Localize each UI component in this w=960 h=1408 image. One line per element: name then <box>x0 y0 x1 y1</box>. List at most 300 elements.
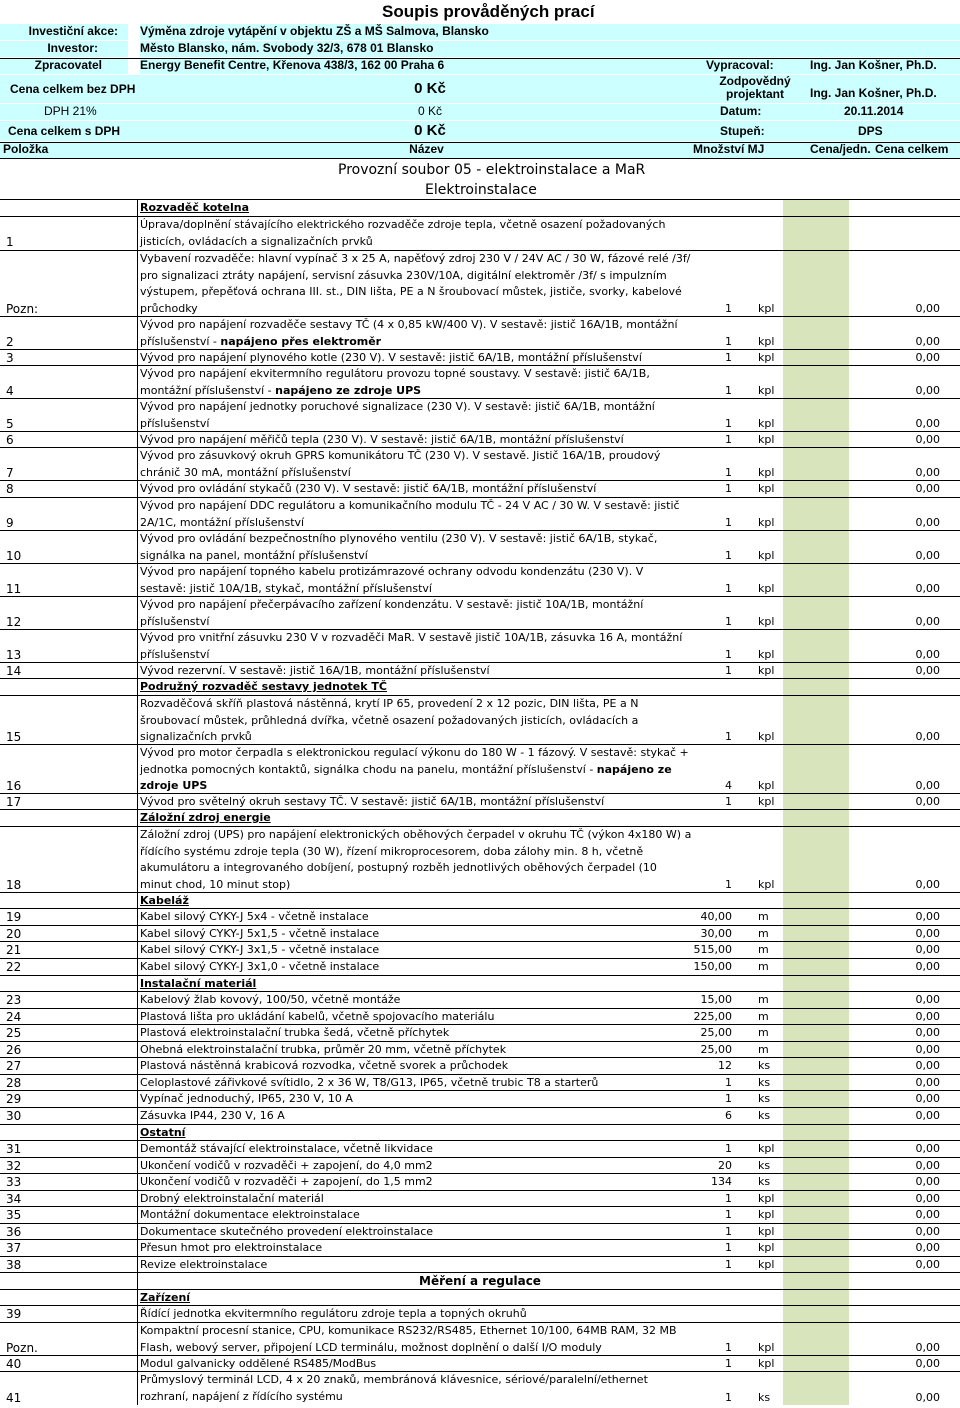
category-row <box>0 1289 960 1305</box>
item-number: 28 <box>6 1076 22 1090</box>
item-description: Podružný rozvaděč sestavy jednotek TČ <box>140 680 387 693</box>
item-description: Vypínač jednoduchý, IP65, 230 V, 10 A <box>140 1092 353 1105</box>
item-description: Vývod pro napájení topného kabelu protizámrazové ochrany odvodu kondenzátu (230 V). V sestavě: jistič 10A/1B, stykač, montážní příslušenství <box>140 565 644 595</box>
table-row <box>0 1256 960 1272</box>
category-row <box>0 809 960 825</box>
table-row <box>0 1355 960 1371</box>
item-total: 0,00 <box>915 1258 940 1271</box>
item-unit: ks <box>758 1059 771 1072</box>
item-unit: kpl <box>758 1208 775 1221</box>
item-unit: kpl <box>758 351 775 364</box>
item-unit: kpl <box>758 1357 775 1370</box>
table-row <box>0 563 960 596</box>
date-value: 20.11.2014 <box>810 104 960 120</box>
item-number: 3 <box>6 351 14 365</box>
item-description: Rozvaděčová skříň plastová nástěnná, krytí IP 65, provedení 2 x 12 pozic, DIN lišta, PE a N šroubovací můstek, průhledná dvířka, včetně osazení požadovaných jisticích, ovládacích a signalizačních prvků <box>140 697 639 743</box>
table-row <box>0 1057 960 1073</box>
item-unit: kpl <box>758 664 775 677</box>
table-row <box>0 629 960 662</box>
item-total: 0,00 <box>915 549 940 562</box>
item-description: Ohebná elektroinstalační trubka, průměr 20 mm, včetně příchytek <box>140 1043 507 1056</box>
price-total-label: Cena celkem s DPH <box>0 121 140 141</box>
item-description: Kabel silový CYKY-J 5x1,5 - včetně instalace <box>140 927 380 940</box>
item-total: 0,00 <box>915 1043 940 1056</box>
item-number: 40 <box>6 1357 22 1371</box>
item-description: Přesun hmot pro elektroinstalace <box>140 1241 323 1254</box>
item-number: 15 <box>6 730 22 744</box>
item-unit: m <box>758 927 769 940</box>
item-number: 34 <box>6 1192 22 1206</box>
item-description: Celoplastové zářivkové svítidlo, 2 x 36 W, T8/G13, IP65, včetně trubic T8 a starterů <box>140 1076 599 1089</box>
col-item: Položka <box>0 142 140 158</box>
item-number: 12 <box>6 615 22 629</box>
table-row <box>0 941 960 957</box>
item-total: 0,00 <box>915 1341 940 1354</box>
item-number: 5 <box>6 417 14 431</box>
item-description: Vývod pro motor čerpadla s elektronickou regulací výkonu do 180 W - 1 fázový. V sestavě: stykač + jednotka pomocných kontaktů, signálka chodu na panelu, montážní příslušenství - napájeno ze zdroje UPS <box>140 746 689 792</box>
category-row <box>0 199 960 215</box>
item-number: 16 <box>6 779 22 793</box>
item-total: 0,00 <box>915 1357 940 1370</box>
item-total: 0,00 <box>915 417 940 430</box>
table-row <box>0 1140 960 1156</box>
item-quantity: 1 <box>725 1341 732 1354</box>
item-unit: kpl <box>758 1258 775 1271</box>
category-row <box>0 678 960 694</box>
item-number: 6 <box>6 433 14 447</box>
section-title: Provozní soubor 05 - elektroinstalace a MaR <box>338 162 646 178</box>
item-total: 0,00 <box>915 1225 940 1238</box>
page-title: Soupis provåděných prací <box>382 2 595 21</box>
investor-label: Investor: <box>0 41 128 57</box>
item-quantity: 1 <box>725 1357 732 1370</box>
table-row <box>0 480 960 496</box>
item-number: 4 <box>6 384 14 398</box>
table-row <box>0 1206 960 1222</box>
table-row <box>0 1074 960 1090</box>
item-total: 0,00 <box>915 960 940 973</box>
item-total: 0,00 <box>915 648 940 661</box>
item-number: 39 <box>6 1307 22 1321</box>
price-wo-vat-value: 0 Kč <box>140 75 700 103</box>
item-description: Vývod rezervní. V sestavě: jistič 16A/1B, montážní příslušenství <box>140 664 490 677</box>
item-description: Revize elektroinstalace <box>140 1258 268 1271</box>
item-unit: kpl <box>758 302 775 315</box>
item-unit: kpl <box>758 1241 775 1254</box>
item-number: 31 <box>6 1142 22 1156</box>
item-number: 30 <box>6 1109 22 1123</box>
item-number: 17 <box>6 795 22 809</box>
item-number: 18 <box>6 878 22 892</box>
table-row <box>0 398 960 431</box>
item-number: 23 <box>6 993 22 1007</box>
item-unit: m <box>758 1043 769 1056</box>
table-row <box>0 1239 960 1255</box>
item-number: Pozn. <box>6 1341 38 1355</box>
column-divider <box>137 199 138 1405</box>
table-row <box>0 1223 960 1239</box>
item-description: Vývod pro ovládání stykačů (230 V). V sestavě: jistič 6A/1B, montážní příslušenství <box>140 482 597 495</box>
item-total: 0,00 <box>915 1142 940 1155</box>
table-row <box>0 908 960 924</box>
table-row <box>0 1371 960 1405</box>
table-row <box>0 216 960 249</box>
item-number: 1 <box>6 235 14 249</box>
item-description: Zásuvka IP44, 230 V, 16 A <box>140 1109 285 1122</box>
item-description: Vývod pro napájení rozvaděče sestavy TČ (4 x 0,85 kW/400 V). V sestavě: jistič 16A/1B, montážní příslušenství - napájeno přes elektroměr <box>140 318 678 348</box>
item-quantity: 30,00 <box>700 927 732 940</box>
item-unit: kpl <box>758 878 775 891</box>
table-row <box>0 1322 960 1355</box>
item-total: 0,00 <box>915 1391 940 1404</box>
item-quantity: 1 <box>725 1225 732 1238</box>
item-total: 0,00 <box>915 516 940 529</box>
item-number: 7 <box>6 466 14 480</box>
table-row <box>0 365 960 398</box>
item-quantity: 225,00 <box>693 1010 732 1023</box>
table-row <box>0 958 960 974</box>
item-description: Vývod pro napájení DDC regulátoru a komunikačního modulu TČ - 24 V AC / 30 W. V sestavě: jistič 2A/1C, montážní příslušenství <box>140 499 680 529</box>
item-total: 0,00 <box>915 433 940 446</box>
item-quantity: 1 <box>725 1258 732 1271</box>
item-description-highlight: napájeno ze zdroje UPS <box>275 383 422 397</box>
item-description: Modul galvanicky oddělené RS485/ModBus <box>140 1357 377 1370</box>
item-quantity: 1 <box>725 648 732 661</box>
investment-label: Investiční akce: <box>0 24 128 40</box>
item-quantity: 1 <box>725 482 732 495</box>
item-quantity: 1 <box>725 1241 732 1254</box>
table-row <box>0 1090 960 1106</box>
table-row <box>0 1305 960 1321</box>
item-number: 27 <box>6 1059 22 1073</box>
item-quantity: 1 <box>725 1076 732 1089</box>
category-row <box>0 1124 960 1140</box>
stage-label: Stupeň: <box>700 121 810 141</box>
table-row <box>0 530 960 563</box>
item-unit: kpl <box>758 1341 775 1354</box>
item-quantity: 40,00 <box>700 910 732 923</box>
item-unit: kpl <box>758 582 775 595</box>
item-total: 0,00 <box>915 795 940 808</box>
table-row <box>0 991 960 1007</box>
item-description: Kabeláž <box>140 894 189 907</box>
item-quantity: 25,00 <box>700 1026 732 1039</box>
item-description: Plastová lišta pro ukládání kabelů, včetně spojovacího materiálu <box>140 1010 495 1023</box>
item-unit: kpl <box>758 433 775 446</box>
item-quantity: 1 <box>725 1192 732 1205</box>
table-row <box>0 1173 960 1189</box>
item-quantity: 1 <box>725 302 732 315</box>
item-unit: kpl <box>758 384 775 397</box>
item-description: Záložní zdroj (UPS) pro napájení elektronických oběhových čerpadel v okruhu TČ (výkon 4x180 W) a řídícího systému zdroje tepla (30 W), řízení mikroprocesorem, doba zálohy min. 8 h, včetně akumulátoru a integrovaného dobíjení, postupný rozběh jednotlivých oběhových čerpadel (10 minut chod, 10 minut stop) <box>140 828 692 891</box>
item-total: 0,00 <box>915 1010 940 1023</box>
item-total: 0,00 <box>915 1208 940 1221</box>
vat-value: 0 Kč <box>140 104 700 120</box>
item-unit: m <box>758 943 769 956</box>
item-number: 20 <box>6 927 22 941</box>
item-total: 0,00 <box>915 730 940 743</box>
item-quantity: 1 <box>725 1391 732 1404</box>
item-unit: kpl <box>758 730 775 743</box>
item-number: 38 <box>6 1258 22 1272</box>
item-quantity: 15,00 <box>700 993 732 1006</box>
table-row <box>0 1041 960 1057</box>
item-unit: ks <box>758 1109 771 1122</box>
item-description: Řídící jednotka ekvitermního regulátoru zdroje tepla a topných okruhů <box>140 1307 527 1320</box>
item-description-highlight: napájeno ze zdroje UPS <box>140 762 672 792</box>
table-row <box>0 447 960 480</box>
item-unit: kpl <box>758 1142 775 1155</box>
item-description: Vývod pro napájení přečerpávacího zařízení kondenzátu. V sestavě: jistič 10A/1B, montážní příslušenství <box>140 598 644 628</box>
item-unit: kpl <box>758 615 775 628</box>
item-description: Dokumentace skutečného provedení elektroinstalace <box>140 1225 434 1238</box>
item-quantity: 1 <box>725 351 732 364</box>
item-quantity: 4 <box>725 779 732 792</box>
item-description: Vybavení rozvaděče: hlavní vypínač 3 x 25 A, napěťový zdroj 230 V / 24V AC / 30 W, fázové relé /3f/ pro signalizaci ztráty napájení, servisní zásuvka 230V/10A, digitální elektroměr /3f/ s impulzním výstupem, přepěťová ochrana III. st., DIN lišta, PE a N šroubovací můstek, jističe, svorky, kabelové průchodky <box>140 252 691 315</box>
item-number: 10 <box>6 549 22 563</box>
item-total: 0,00 <box>915 1192 940 1205</box>
item-quantity: 1 <box>725 615 732 628</box>
item-total: 0,00 <box>915 1109 940 1122</box>
item-quantity: 25,00 <box>700 1043 732 1056</box>
item-unit: kpl <box>758 516 775 529</box>
item-quantity: 1 <box>725 795 732 808</box>
table-row <box>0 925 960 941</box>
table-row <box>0 497 960 530</box>
prepared-value: Ing. Jan Košner, Ph.D. <box>810 58 960 74</box>
item-description: Úprava/doplnění stávajícího elektrického rozvaděče zdroje tepla, včetně osazení požadovaných jisticích, ovládacích a signalizačních prvků <box>140 218 666 248</box>
item-quantity: 1 <box>725 582 732 595</box>
item-total: 0,00 <box>915 1059 940 1072</box>
item-quantity: 134 <box>711 1175 732 1188</box>
item-unit: ks <box>758 1076 771 1089</box>
item-quantity: 150,00 <box>693 960 732 973</box>
item-total: 0,00 <box>915 302 940 315</box>
item-quantity: 1 <box>725 1208 732 1221</box>
item-number: 32 <box>6 1159 22 1173</box>
prepared-label: Vypracoval: <box>700 58 810 74</box>
category-row <box>0 892 960 908</box>
item-description: Záložní zdroj energie <box>140 811 271 824</box>
item-number: 22 <box>6 960 22 974</box>
price-wo-vat-label: Cena celkem bez DPH <box>0 75 140 103</box>
item-description: Vývod pro zásuvkový okruh GPRS komunikátoru TČ (230 V). V sestavě. Jistič 16A/1B, proudový chránič 30 mA, montážní příslušenství <box>140 449 661 479</box>
item-description: Kabel silový CYKY-J 3x1,5 - včetně instalace <box>140 943 380 956</box>
table-row <box>0 1024 960 1040</box>
item-quantity: 1 <box>725 335 732 348</box>
processor-label: Zpracovatel <box>0 58 128 74</box>
item-description: Montážní dokumentace elektroinstalace <box>140 1208 360 1221</box>
item-description: Zařízení <box>140 1291 191 1304</box>
item-total: 0,00 <box>915 1076 940 1089</box>
item-quantity: 20 <box>718 1159 732 1172</box>
item-description: Měření a regulace <box>419 1274 541 1288</box>
item-description: Průmyslový terminál LCD, 4 x 20 znaků, membránová klávesnice, sériové/paralelní/ethernet rozhraní, napájení z řídícího systému <box>140 1373 648 1403</box>
item-number: 21 <box>6 943 22 957</box>
item-unit: m <box>758 1026 769 1039</box>
table-row <box>0 793 960 809</box>
item-unit: kpl <box>758 549 775 562</box>
item-number: 19 <box>6 910 22 924</box>
item-total: 0,00 <box>915 351 940 364</box>
item-number: 14 <box>6 664 22 678</box>
item-unit: ks <box>758 1159 771 1172</box>
item-total: 0,00 <box>915 878 940 891</box>
item-unit: kpl <box>758 466 775 479</box>
table-row <box>0 1190 960 1206</box>
item-quantity: 12 <box>718 1059 732 1072</box>
item-unit: kpl <box>758 779 775 792</box>
item-number: 2 <box>6 335 14 349</box>
category-row <box>0 975 960 991</box>
item-total: 0,00 <box>915 482 940 495</box>
item-unit: ks <box>758 1175 771 1188</box>
investment-value: Výměna zdroje vytápění v objektu ZŠ a MŠ Salmova, Blansko <box>140 24 960 40</box>
item-unit: m <box>758 960 769 973</box>
item-description: Vývod pro světelný okruh sestavy TČ. V sestavě: jistič 6A/1B, montážní příslušenství <box>140 795 605 808</box>
responsible-value: Ing. Jan Košner, Ph.D. <box>810 75 960 103</box>
item-description: Ostatní <box>140 1126 186 1139</box>
item-number: 8 <box>6 482 14 496</box>
item-number: 9 <box>6 516 14 530</box>
item-unit: kpl <box>758 417 775 430</box>
item-number: Pozn: <box>6 302 39 316</box>
item-description: Vývod pro napájení jednotky poruchové signalizace (230 V). V sestavě: jistič 6A/1B, montážní příslušenství <box>140 400 655 430</box>
item-number: 25 <box>6 1026 22 1040</box>
price-total-value: 0 Kč <box>140 121 700 141</box>
col-total: Cena celkem <box>875 142 960 158</box>
col-unit-price: Cena/jedn. <box>803 142 875 158</box>
item-description: Drobný elektroinstalační materiál <box>140 1192 324 1205</box>
item-description: Kabel silový CYKY-J 5x4 - včetně instalace <box>140 910 369 923</box>
item-unit: m <box>758 993 769 1006</box>
item-quantity: 1 <box>725 516 732 529</box>
item-unit: kpl <box>758 1225 775 1238</box>
vat-label: DPH 21% <box>0 104 140 120</box>
responsible-label: Zodpovědný projektant <box>700 75 810 103</box>
item-total: 0,00 <box>915 1175 940 1188</box>
table-row <box>0 250 960 316</box>
item-number: 13 <box>6 648 22 662</box>
item-unit: ks <box>758 1391 771 1404</box>
item-total: 0,00 <box>915 1159 940 1172</box>
item-quantity: 6 <box>725 1109 732 1122</box>
item-total: 0,00 <box>915 615 940 628</box>
item-quantity: 1 <box>725 417 732 430</box>
table-row <box>0 316 960 349</box>
item-description: Plastová elektroinstalační trubka šedá, včetně příchytek <box>140 1026 450 1039</box>
date-label: Datum: <box>700 104 810 120</box>
item-total: 0,00 <box>915 1092 940 1105</box>
item-description: Instalační materiál <box>140 977 257 990</box>
item-total: 0,00 <box>915 384 940 397</box>
item-description: Kabelový žlab kovový, 100/50, včetně montáže <box>140 993 401 1006</box>
item-quantity: 1 <box>725 433 732 446</box>
table-row <box>0 349 960 365</box>
item-description: Demontáž stávající elektroinstalace, včetně likvidace <box>140 1142 433 1155</box>
table-row <box>0 695 960 744</box>
item-unit: kpl <box>758 1192 775 1205</box>
col-qty: Množství MJ <box>693 142 803 158</box>
item-quantity: 1 <box>725 466 732 479</box>
item-unit: kpl <box>758 482 775 495</box>
item-quantity: 1 <box>725 878 732 891</box>
item-unit: kpl <box>758 335 775 348</box>
item-unit: kpl <box>758 795 775 808</box>
item-description-highlight: napájeno přes elektroměr <box>220 334 382 348</box>
item-number: 35 <box>6 1208 22 1222</box>
item-quantity: 1 <box>725 1142 732 1155</box>
table-row <box>0 744 960 793</box>
item-description: Ukončení vodičů v rozvaděči + zapojení, do 1,5 mm2 <box>140 1175 433 1188</box>
item-number: 37 <box>6 1241 22 1255</box>
item-description: Plastová nástěnná krabicová rozvodka, včetně svorek a průchodek <box>140 1059 509 1072</box>
item-description: Kompaktní procesní stanice, CPU, komunikace RS232/RS485, Ethernet 10/100, 64MB RAM, 32 MB Flash, webový server, připojení LCD terminálu, možnost doplnění o další I/O moduly <box>140 1324 677 1354</box>
item-total: 0,00 <box>915 910 940 923</box>
table-row <box>0 1157 960 1173</box>
table-row <box>0 596 960 629</box>
item-total: 0,00 <box>915 943 940 956</box>
item-number: 36 <box>6 1225 22 1239</box>
item-total: 0,00 <box>915 1241 940 1254</box>
item-unit: m <box>758 910 769 923</box>
item-quantity: 1 <box>725 730 732 743</box>
item-quantity: 1 <box>725 664 732 677</box>
item-total: 0,00 <box>915 335 940 348</box>
item-number: 33 <box>6 1175 22 1189</box>
item-total: 0,00 <box>915 993 940 1006</box>
table-row <box>0 662 960 678</box>
table-row <box>0 1107 960 1123</box>
item-total: 0,00 <box>915 466 940 479</box>
item-unit: kpl <box>758 648 775 661</box>
item-number: 11 <box>6 582 22 596</box>
item-total: 0,00 <box>915 664 940 677</box>
item-description: Vývod pro napájení ekvitermního regulátoru provozu topné soustavy. V sestavě: jistič 6A/1B, montážní příslušenství - napájeno ze zdroje UPS <box>140 367 650 397</box>
item-number: 24 <box>6 1010 22 1024</box>
item-number: 41 <box>6 1391 22 1405</box>
item-description: Vývod pro napájení měřičů tepla (230 V). V sestavě: jistič 6A/1B, montážní příslušenství <box>140 433 624 446</box>
item-unit: m <box>758 1010 769 1023</box>
subsection-title: Elektroinstalace <box>425 182 537 198</box>
item-number: 29 <box>6 1092 22 1106</box>
item-description: Rozvaděč kotelna <box>140 201 250 214</box>
col-name: Název <box>140 142 693 158</box>
subsection-row <box>0 1272 960 1288</box>
item-quantity: 515,00 <box>693 943 732 956</box>
stage-value: DPS <box>810 121 960 141</box>
item-description: Vývod pro napájení plynového kotle (230 V). V sestavě: jistič 6A/1B, montážní příslušenství <box>140 351 642 364</box>
processor-value: Energy Benefit Centre, Křenova 438/3, 162 00 Praha 6 <box>140 58 700 74</box>
item-total: 0,00 <box>915 779 940 792</box>
investor-value: Město Blansko, nám. Svobody 32/3, 678 01 Blansko <box>140 41 960 57</box>
table-row <box>0 431 960 447</box>
item-quantity: 1 <box>725 549 732 562</box>
table-row <box>0 1008 960 1024</box>
item-total: 0,00 <box>915 927 940 940</box>
table-row <box>0 826 960 892</box>
item-quantity: 1 <box>725 384 732 397</box>
item-quantity: 1 <box>725 1092 732 1105</box>
item-description: Kabel silový CYKY-J 3x1,0 - včetně instalace <box>140 960 380 973</box>
item-total: 0,00 <box>915 1026 940 1039</box>
item-number: 26 <box>6 1043 22 1057</box>
item-total: 0,00 <box>915 582 940 595</box>
item-unit: ks <box>758 1092 771 1105</box>
item-description: Vývod pro ovládání bezpečnostního plynového ventilu (230 V). V sestavě: jistič 6A/1B, stykač, signálka na panel, montážní příslušenství <box>140 532 658 562</box>
item-description: Ukončení vodičů v rozvaděči + zapojení, do 4,0 mm2 <box>140 1159 433 1172</box>
item-description: Vývod pro vnitřní zásuvku 230 V v rozvaděči MaR. V sestavě jistič 10A/1B, zásuvka 16 A, montážní příslušenství <box>140 631 683 661</box>
